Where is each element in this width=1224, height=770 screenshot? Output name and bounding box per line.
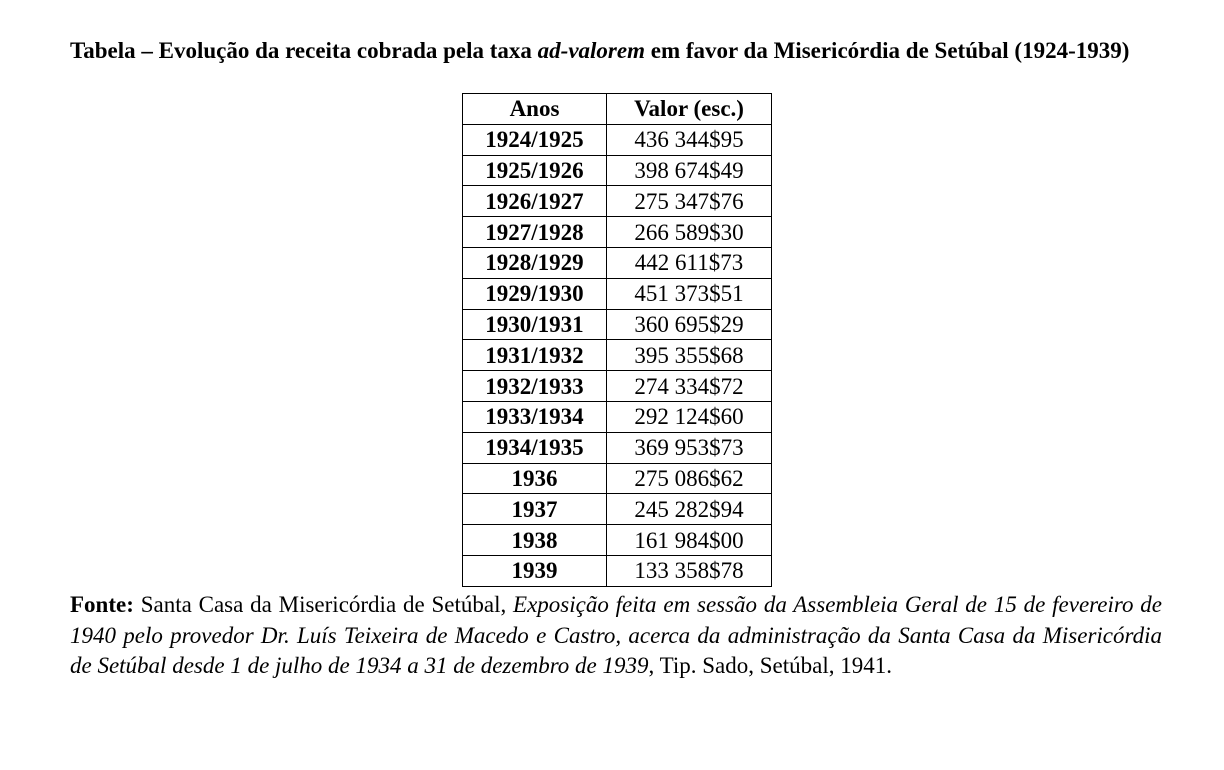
year-cell: 1926/1927: [463, 186, 607, 217]
value-cell: 275 086$62: [607, 463, 772, 494]
table-row: [463, 217, 772, 248]
caption-italic-term: ad-valorem: [537, 38, 645, 63]
table-row: [463, 309, 772, 340]
year-cell: 1924/1925: [463, 124, 607, 155]
table-caption: [70, 36, 1162, 65]
table-row: [463, 278, 772, 309]
year-cell: 1936: [463, 463, 607, 494]
table-row: [463, 371, 772, 402]
year-cell: 1931/1932: [463, 340, 607, 371]
year-cell: 1925/1926: [463, 155, 607, 186]
value-cell: 451 373$51: [607, 278, 772, 309]
value-cell: 369 953$73: [607, 432, 772, 463]
year-cell: 1939: [463, 555, 607, 586]
table-row: [463, 525, 772, 556]
table-row: [463, 555, 772, 586]
table-row: [463, 494, 772, 525]
year-cell: 1932/1933: [463, 371, 607, 402]
table-row: [463, 247, 772, 278]
source-title: Exposição feita em sessão da Assembleia Geral de 15 de fevereiro de 1940 pelo provedor Dr. Luís Teixeira de Macedo e Castro, acerca da administração da Santa Casa da Misericórdia de Setúbal desde 1 de julho de 1934 a 31 de dezembro de 1939: [70, 592, 1162, 678]
value-cell: 398 674$49: [607, 155, 772, 186]
caption-prefix: Tabela – Evolução da receita cobrada pela taxa: [70, 38, 538, 63]
value-cell: 274 334$72: [607, 371, 772, 402]
source-text-1: Santa Casa da Misericórdia de Setúbal,: [133, 592, 514, 617]
year-cell: 1933/1934: [463, 401, 607, 432]
year-cell: 1934/1935: [463, 432, 607, 463]
caption-suffix: em favor da Misericórdia de Setúbal (1924-1939): [644, 38, 1130, 63]
table-row: [463, 401, 772, 432]
value-cell: 395 355$68: [607, 340, 772, 371]
value-cell: 436 344$95: [607, 124, 772, 155]
revenue-table: [462, 93, 772, 587]
table-row: [463, 463, 772, 494]
table-body: [463, 124, 772, 586]
table-row: [463, 340, 772, 371]
table-row: [463, 124, 772, 155]
value-cell: 245 282$94: [607, 494, 772, 525]
year-cell: 1929/1930: [463, 278, 607, 309]
table-row: [463, 155, 772, 186]
year-cell: 1937: [463, 494, 607, 525]
year-cell: 1928/1929: [463, 247, 607, 278]
value-cell: 275 347$76: [607, 186, 772, 217]
source-label: Fonte:: [70, 592, 134, 617]
year-cell: 1930/1931: [463, 309, 607, 340]
header-year: Anos: [463, 94, 607, 125]
table-row: [463, 432, 772, 463]
value-cell: 360 695$29: [607, 309, 772, 340]
header-value: Valor (esc.): [607, 94, 772, 125]
year-cell: 1927/1928: [463, 217, 607, 248]
table-row: [463, 186, 772, 217]
source-note: [70, 590, 1162, 682]
table-header-row: [463, 94, 772, 125]
value-cell: 133 358$78: [607, 555, 772, 586]
value-cell: 442 611$73: [607, 247, 772, 278]
value-cell: 161 984$00: [607, 525, 772, 556]
source-text-2: , Tip. Sado, Setúbal, 1941.: [648, 653, 892, 678]
value-cell: 292 124$60: [607, 401, 772, 432]
value-cell: 266 589$30: [607, 217, 772, 248]
year-cell: 1938: [463, 525, 607, 556]
